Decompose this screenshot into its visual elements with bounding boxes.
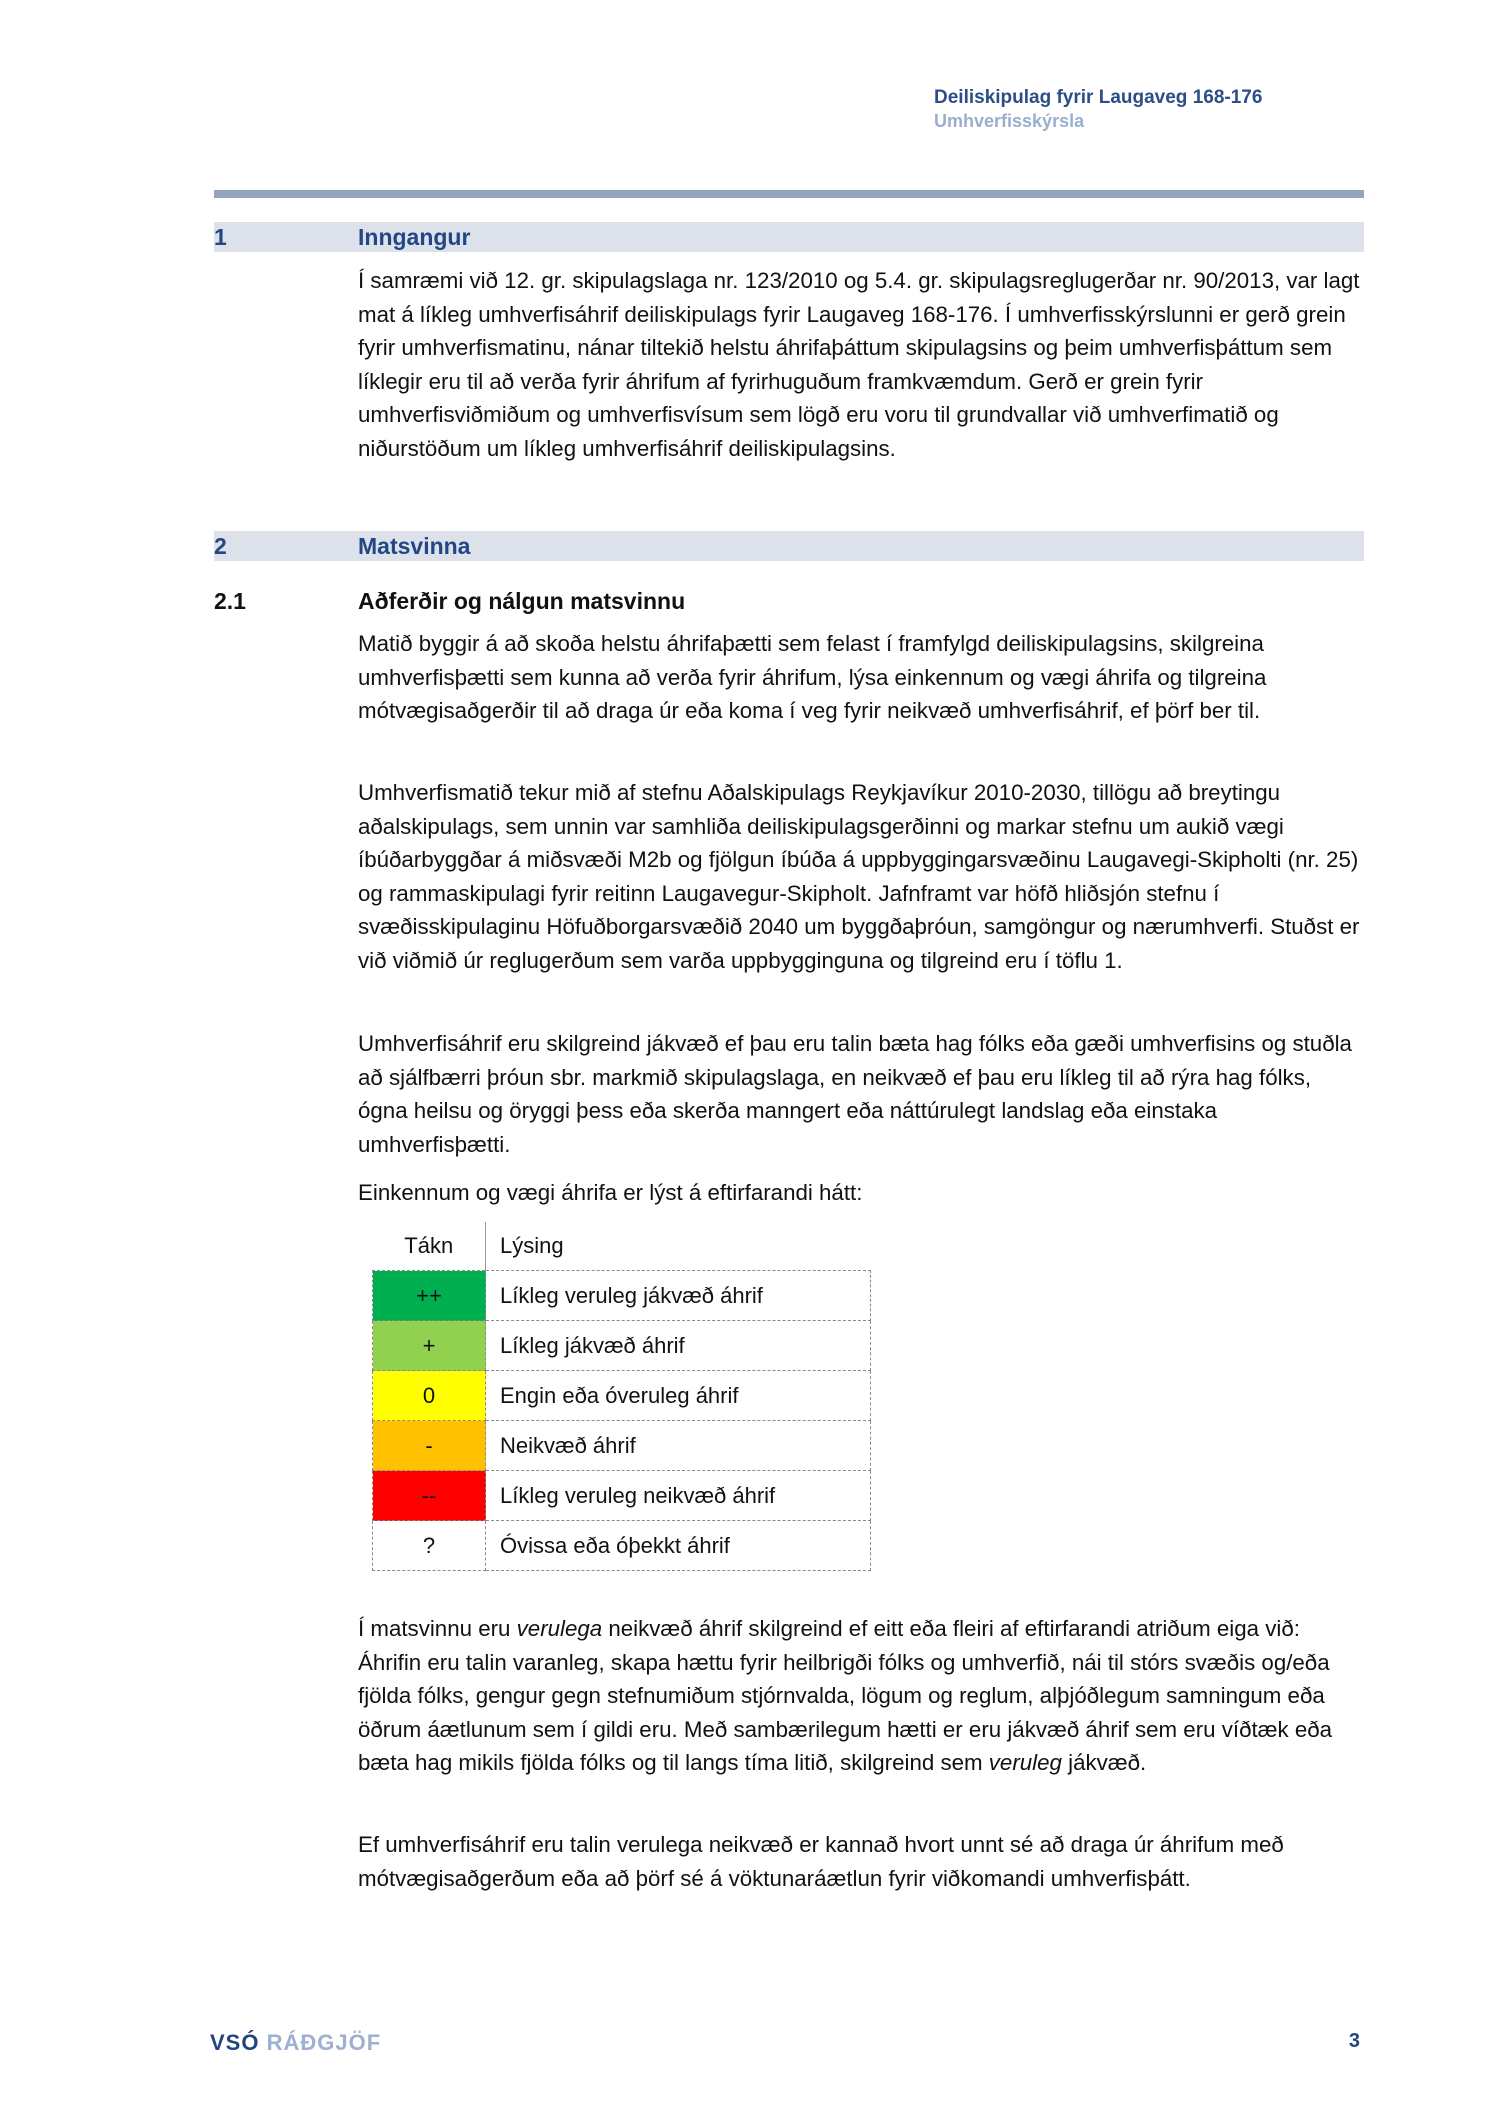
vso-logo bbox=[210, 2030, 381, 2056]
legend-header-row bbox=[373, 1222, 871, 1271]
legend-description-cell: Líkleg veruleg jákvæð áhrif bbox=[486, 1271, 871, 1321]
section-number: 2 bbox=[214, 533, 227, 559]
legend-description-cell: Líkleg veruleg neikvæð áhrif bbox=[486, 1471, 871, 1521]
legend-symbol-cell: + bbox=[373, 1321, 486, 1371]
header-title: Deiliskipulag fyrir Laugaveg 168-176 bbox=[934, 87, 1263, 108]
emphasis-veruleg: veruleg bbox=[988, 1750, 1062, 1775]
section-heading-1 bbox=[214, 222, 1364, 252]
legend-description-cell: Neikvæð áhrif bbox=[486, 1421, 871, 1471]
section-title: Matsvinna bbox=[358, 533, 471, 559]
method-paragraph: Matið byggir á að skoða helstu áhrifaþætti sem felast í framfylgd deiliskipulagsins, skilgreina umhverfisþætti sem kunna að verða fyrir áhrifum, lýsa einkennum og vægi áhrifa og tilgreina mótvægisaðgerðir til að draga úr eða koma í veg fyrir neikvæð umhverfisáhrif, ef þörf ber til. bbox=[358, 631, 1267, 723]
legend-row bbox=[373, 1321, 871, 1371]
section-number: 1 bbox=[214, 224, 227, 250]
subsection-title: Aðferðir og nálgun matsvinnu bbox=[358, 588, 686, 614]
legend-symbol-cell: 0 bbox=[373, 1371, 486, 1421]
policy-paragraph: Umhverfismatið tekur mið af stefnu Aðalskipulags Reykjavíkur 2010-2030, tillögu að breytingu aðalskipulags, sem unnin var samhliða deiliskipulagsgerðinni og markar stefnu um aukið vægi íbúðarbyggðar á miðsvæði M2b og fjölgun íbúða á uppbyggingarsvæðinu Laugavegi-Skipholti (nr. 25) og rammaskipulagi fyrir reitinn Laugavegur-Skipholt. Jafnframt var höfð hliðsjón stefnu í svæðisskipulaginu Höfuðborgarsvæðið 2040 um byggðaþróun, samgöngur og nærumhverfi. Stuðst er við viðmið úr reglugerðum sem varða uppbygginguna og tilgreind eru í töflu 1. bbox=[358, 780, 1360, 973]
text-run: neikvæð áhrif skilgreind ef eitt eða fleiri af eftirfarandi atriðum eiga við: Áhrifin eru talin varanleg, skapa hættu fyrir heilbrigði fólks og umhverfið, nái til stórs svæðis og/eða fjölda fólks, gengur gegn stefnumiðum stjórnvalda, lögum og reglum, alþjóðlegum samningum eða öðrum áætlunum sem í gildi eru. Með sambærilegum hætti er eru jákvæð áhrif sem eru víðtæk eða bæta hag mikils fjölda fólks og til langs tíma litið, skilgreind sem bbox=[358, 1616, 1333, 1775]
legend-intro-paragraph: Einkennum og vægi áhrifa er lýst á eftirfarandi hátt: bbox=[358, 1180, 863, 1205]
legend-row bbox=[373, 1371, 871, 1421]
legend-description-cell: Óvissa eða óþekkt áhrif bbox=[486, 1521, 871, 1571]
legend-description-cell: Engin eða óveruleg áhrif bbox=[486, 1371, 871, 1421]
section-heading-2 bbox=[214, 531, 1364, 561]
definition-paragraph: Umhverfisáhrif eru skilgreind jákvæð ef þau eru talin bæta hag fólks eða gæði umhverfisins og stuðla að sjálfbærri þróun sbr. markmið skipulagslaga, en neikvæð ef þau eru líkleg til að rýra hag fólks, ógna heilsu og öryggi þess eða skerða manngert eða náttúrulegt landslag eða einstaka umhverfisþætti. bbox=[358, 1031, 1352, 1157]
legend-row bbox=[373, 1471, 871, 1521]
significance-paragraph bbox=[358, 1612, 1364, 1780]
intro-paragraph: Í samræmi við 12. gr. skipulagslaga nr. 123/2010 og 5.4. gr. skipulagsreglugerðar nr. 90/2013, var lagt mat á líkleg umhverfisáhrif deiliskipulags fyrir Laugaveg 168-176. Í umhverfisskýrslunni er gerð grein fyrir umhverfismatinu, nánar tiltekið helstu áhrifaþáttum skipulagsins og þeim umhverfisþáttum sem líklegir eru til að verða fyrir áhrifum af fyrirhuguðum framkvæmdum. Gerð er grein fyrir umhverfisviðmiðum og umhverfisvísum sem lögð eru voru til grundvallar við umhverfimatið og niðurstöðum um líkleg umhverfisáhrif deiliskipulagsins. bbox=[358, 268, 1360, 461]
legend-symbol-cell: ? bbox=[373, 1521, 486, 1571]
impact-legend-table bbox=[372, 1222, 871, 1571]
legend-row bbox=[373, 1421, 871, 1471]
legend-row bbox=[373, 1521, 871, 1571]
legend-col-symbol: Tákn bbox=[373, 1222, 486, 1271]
logo-text-vso: VSÓ bbox=[210, 2030, 260, 2055]
emphasis-verulega: verulega bbox=[516, 1616, 603, 1641]
text-run: Í matsvinnu eru bbox=[358, 1616, 517, 1641]
legend-symbol-cell: ++ bbox=[373, 1271, 486, 1321]
page-number: 3 bbox=[1348, 2030, 1360, 2052]
header-subtitle: Umhverfisskýrsla bbox=[934, 111, 1085, 131]
running-header bbox=[934, 86, 1434, 132]
legend-col-description: Lýsing bbox=[500, 1233, 564, 1258]
mitigation-paragraph: Ef umhverfisáhrif eru talin verulega neikvæð er kannað hvort unnt sé að draga úr áhrifum með mótvægisaðgerðum eða að þörf sé á vöktunaráætlun fyrir viðkomandi umhverfisþátt. bbox=[358, 1832, 1284, 1891]
legend-symbol-cell: -- bbox=[373, 1471, 486, 1521]
text-run: jákvæð. bbox=[1061, 1750, 1147, 1775]
legend-symbol-cell: - bbox=[373, 1421, 486, 1471]
subsection-number: 2.1 bbox=[214, 588, 246, 614]
legend-description-cell: Líkleg jákvæð áhrif bbox=[486, 1321, 871, 1371]
section-title: Inngangur bbox=[358, 224, 471, 250]
logo-text-radgjof: RÁÐGJÖF bbox=[266, 2030, 382, 2055]
legend-row bbox=[373, 1271, 871, 1321]
header-divider bbox=[214, 190, 1364, 198]
